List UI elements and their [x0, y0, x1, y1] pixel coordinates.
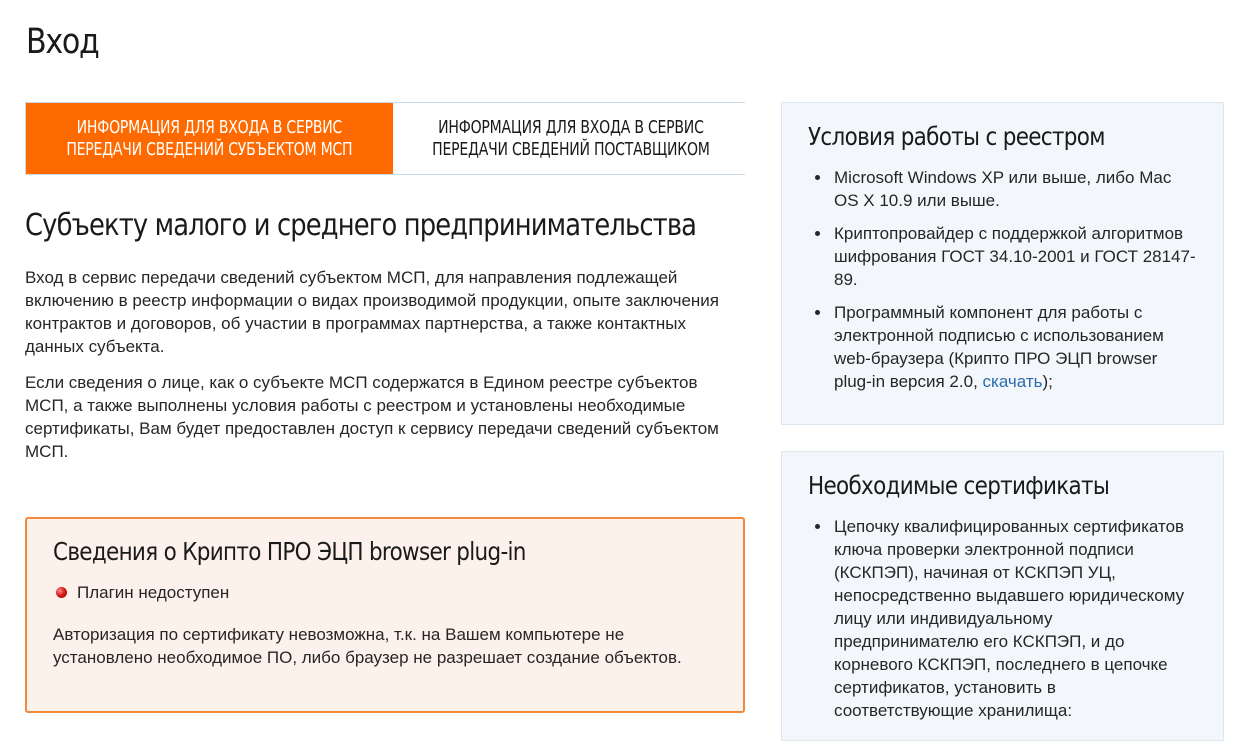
tab-supplier[interactable]	[393, 103, 749, 174]
tab-supplier-line2: ПЕРЕДАЧИ СВЕДЕНИЙ ПОСТАВЩИКОМ	[431, 138, 710, 160]
plugin-status	[53, 581, 717, 604]
tab-msp-subject-line1: ИНФОРМАЦИЯ ДЛЯ ВХОДА В СЕРВИС	[76, 116, 343, 138]
tab-bar	[25, 102, 745, 175]
certificates-card	[781, 451, 1224, 741]
certificates-list	[808, 515, 1197, 722]
conditions-title: Условия работы с реестром	[808, 122, 1105, 151]
plugin-info-box	[25, 517, 745, 713]
left-column	[25, 102, 745, 463]
plugin-title: Сведения о Крипто ПРО ЭЦП browser plug-in	[53, 537, 526, 566]
tab-msp-subject-line2: ПЕРЕДАЧИ СВЕДЕНИЙ СУБЪЕКТОМ МСП	[66, 138, 353, 160]
list-item	[808, 515, 1197, 722]
condition-plugin-tail: );	[1042, 372, 1053, 391]
bullet-icon	[815, 524, 820, 529]
conditions-card	[781, 102, 1224, 425]
status-dot-icon	[56, 587, 67, 598]
tab-label	[26, 117, 393, 161]
list-item	[808, 222, 1197, 291]
condition-crypto: Криптопровайдер с поддержкой алгоритмов шифрования ГОСТ 34.10-2001 и ГОСТ 28147-89.	[834, 224, 1196, 289]
bullet-icon	[815, 310, 820, 315]
certificate-chain: Цепочку квалифицированных сертификатов ключа проверки электронной подписи (КСКПЭП), начиная от КСКПЭП УЦ, непосредственно выдавшего юридическому лицу или индивидуальному предпринимателю его КСКПЭП, и до корневого КСКПЭП, последнего в цепочке сертификатов, установить в соответствующие хранилища:	[834, 517, 1185, 720]
plugin-status-text: Плагин недоступен	[77, 583, 230, 602]
page-title: Вход	[26, 22, 99, 62]
list-item	[808, 166, 1197, 212]
bullet-icon	[815, 175, 820, 180]
list-item	[808, 301, 1197, 393]
plugin-message: Авторизация по сертификату невозможна, т.к. на Вашем компьютере не установлено необходимое ПО, либо браузер не разрешает создание объектов.	[53, 625, 682, 667]
download-link[interactable]: скачать	[982, 372, 1043, 391]
tab-supplier-line1: ИНФОРМАЦИЯ ДЛЯ ВХОДА В СЕРВИС	[437, 116, 704, 138]
section-title: Субъекту малого и среднего предпринимательства	[25, 208, 697, 243]
conditions-list	[808, 166, 1197, 393]
condition-plugin: Программный компонент для работы с электронной подписью с использованием web-браузера (Крипто ПРО ЭЦП browser plug-in версия 2.0,	[834, 303, 1164, 391]
condition-os: Microsoft Windows XP или выше, либо Mac OS X 10.9 или выше.	[834, 168, 1172, 210]
tab-msp-subject[interactable]	[26, 103, 393, 174]
tab-label	[393, 117, 749, 161]
certificates-title: Необходимые сертификаты	[808, 471, 1110, 500]
access-paragraph: Если сведения о лице, как о субъекте МСП содержатся в Едином реестре субъектов МСП, а также выполнены условия работы с реестром и установлены необходимые сертификаты, Вам будет предоставлен доступ к сервису передачи сведений субъектом МСП.	[25, 373, 719, 461]
intro-paragraph: Вход в сервис передачи сведений субъектом МСП, для направления подлежащей включению в реестр информации о видах производимой продукции, опыте заключения контрактов и договоров, об участии в программах партнерства, а также контактных данных субъекта.	[25, 268, 719, 356]
bullet-icon	[815, 231, 820, 236]
